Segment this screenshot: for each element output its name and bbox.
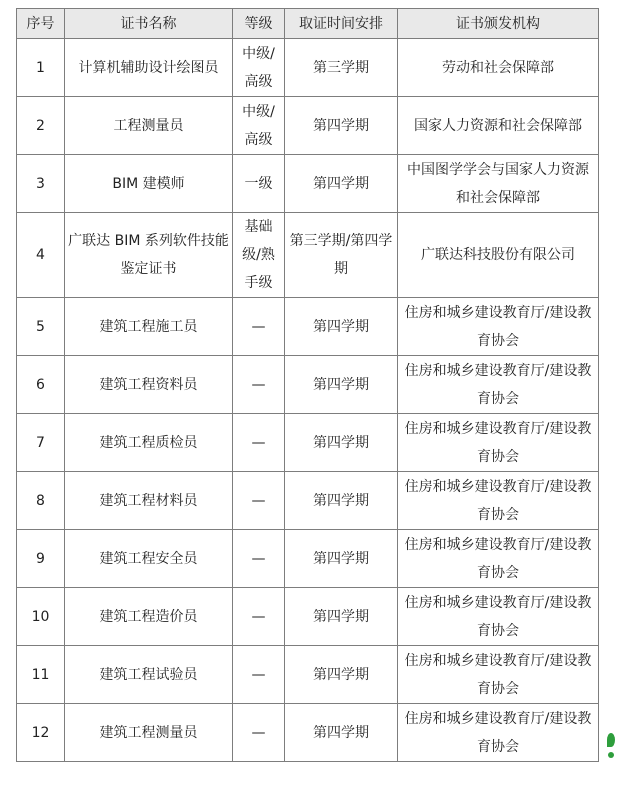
cell-no: 2 [17, 97, 65, 155]
cell-level: — [233, 356, 285, 414]
cell-time: 第四学期 [285, 97, 398, 155]
cell-no: 4 [17, 213, 65, 298]
cell-time: 第四学期 [285, 704, 398, 762]
cell-name: 计算机辅助设计绘图员 [65, 39, 233, 97]
table-row [17, 588, 599, 646]
cell-name: 建筑工程试验员 [65, 646, 233, 704]
header-no: 序号 [17, 9, 65, 39]
cell-org: 中国图学学会与国家人力资源和社会保障部 [398, 155, 599, 213]
cell-level: — [233, 530, 285, 588]
header-name: 证书名称 [65, 9, 233, 39]
cell-no: 1 [17, 39, 65, 97]
cell-name: 建筑工程造价员 [65, 588, 233, 646]
table-row [17, 213, 599, 298]
cell-name: 工程测量员 [65, 97, 233, 155]
cell-level: — [233, 704, 285, 762]
cell-time: 第三学期 [285, 39, 398, 97]
cell-level: 中级/高级 [233, 97, 285, 155]
cell-level: — [233, 298, 285, 356]
cell-level: — [233, 414, 285, 472]
table-row [17, 298, 599, 356]
cell-level: 基础级/熟手级 [233, 213, 285, 298]
cell-no: 11 [17, 646, 65, 704]
cell-name: 建筑工程资料员 [65, 356, 233, 414]
header-level: 等级 [233, 9, 285, 39]
cell-time: 第四学期 [285, 530, 398, 588]
header-time: 取证时间安排 [285, 9, 398, 39]
cell-time: 第四学期 [285, 414, 398, 472]
table-row [17, 646, 599, 704]
cell-no: 8 [17, 472, 65, 530]
dot-icon [608, 752, 614, 758]
cell-name: 广联达 BIM 系列软件技能鉴定证书 [65, 213, 233, 298]
cell-no: 10 [17, 588, 65, 646]
table-row [17, 39, 599, 97]
cell-time: 第四学期 [285, 155, 398, 213]
cell-org: 国家人力资源和社会保障部 [398, 97, 599, 155]
table-row [17, 704, 599, 762]
table-row [17, 530, 599, 588]
cell-level: — [233, 472, 285, 530]
cell-org: 住房和城乡建设教育厅/建设教育协会 [398, 530, 599, 588]
cell-org: 广联达科技股份有限公司 [398, 213, 599, 298]
cell-no: 6 [17, 356, 65, 414]
table-row [17, 155, 599, 213]
cell-time: 第三学期/第四学期 [285, 213, 398, 298]
cell-name: 建筑工程材料员 [65, 472, 233, 530]
certificate-table [16, 8, 599, 762]
cell-org: 住房和城乡建设教育厅/建设教育协会 [398, 414, 599, 472]
header-org: 证书颁发机构 [398, 9, 599, 39]
cell-no: 3 [17, 155, 65, 213]
cell-name: 建筑工程安全员 [65, 530, 233, 588]
leaf-icon [607, 733, 615, 747]
cell-name: 建筑工程施工员 [65, 298, 233, 356]
cell-name: 建筑工程测量员 [65, 704, 233, 762]
table-row [17, 414, 599, 472]
cell-time: 第四学期 [285, 646, 398, 704]
table-row [17, 97, 599, 155]
cell-time: 第四学期 [285, 472, 398, 530]
cell-org: 住房和城乡建设教育厅/建设教育协会 [398, 472, 599, 530]
cell-name: BIM 建模师 [65, 155, 233, 213]
cell-org: 劳动和社会保障部 [398, 39, 599, 97]
cell-level: 中级/高级 [233, 39, 285, 97]
cell-no: 5 [17, 298, 65, 356]
cell-org: 住房和城乡建设教育厅/建设教育协会 [398, 298, 599, 356]
cell-org: 住房和城乡建设教育厅/建设教育协会 [398, 588, 599, 646]
table-row [17, 356, 599, 414]
cell-name: 建筑工程质检员 [65, 414, 233, 472]
cell-time: 第四学期 [285, 356, 398, 414]
cell-level: — [233, 646, 285, 704]
cell-time: 第四学期 [285, 588, 398, 646]
cell-org: 住房和城乡建设教育厅/建设教育协会 [398, 704, 599, 762]
cell-org: 住房和城乡建设教育厅/建设教育协会 [398, 646, 599, 704]
table-row [17, 472, 599, 530]
cell-level: — [233, 588, 285, 646]
table-header-row [17, 9, 599, 39]
cell-org: 住房和城乡建设教育厅/建设教育协会 [398, 356, 599, 414]
cell-no: 7 [17, 414, 65, 472]
cell-no: 9 [17, 530, 65, 588]
cell-time: 第四学期 [285, 298, 398, 356]
cell-no: 12 [17, 704, 65, 762]
cell-level: 一级 [233, 155, 285, 213]
